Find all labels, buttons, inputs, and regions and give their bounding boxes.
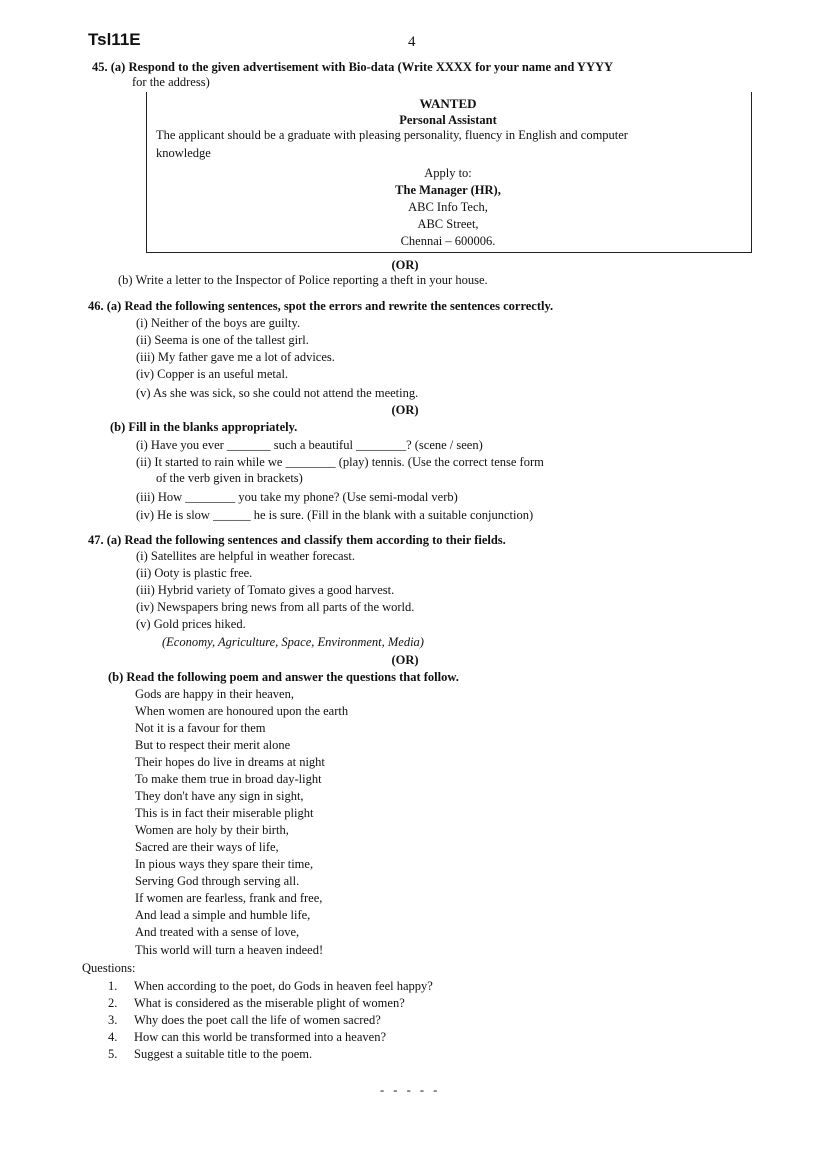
poem-line: This is in fact their miserable plight — [135, 806, 314, 820]
q47-a-item: (iii) Hybrid variety of Tomato gives a good harvest. — [136, 583, 395, 597]
question-text: Why does the poet call the life of women sacred? — [134, 1013, 381, 1027]
question-text: Suggest a suitable title to the poem. — [134, 1047, 313, 1061]
q46-b-item: (ii) It started to rain while we ________ (play) tennis. (Use the correct tense form — [136, 455, 544, 469]
q46-a-item: (iii) My father gave me a lot of advices. — [136, 350, 335, 364]
q47-a-item: (iv) Newspapers bring news from all parts of the world. — [136, 600, 415, 614]
poem-line: They don't have any sign in sight, — [135, 789, 304, 803]
question-text: What is considered as the miserable plight of women? — [134, 996, 405, 1010]
ad-title: WANTED — [419, 96, 477, 111]
page-number: 4 — [408, 34, 416, 50]
end-of-page-mark: - - - - - — [380, 1083, 441, 1097]
poem-line: Not it is a favour for them — [135, 721, 266, 735]
q47-a-item: (ii) Ooty is plastic free. — [136, 566, 253, 580]
q47-a-item: (v) Gold prices hiked. — [136, 617, 246, 631]
q47-b-heading: (b) Read the following poem and answer the questions that follow. — [108, 670, 459, 684]
poem-line: Serving God through serving all. — [135, 874, 300, 888]
q46-b-item: (iii) How ________ you take my phone? (Use semi-modal verb) — [136, 490, 458, 504]
poem-line: Women are holy by their birth, — [135, 823, 289, 837]
poem-line: To make them true in broad day-light — [135, 772, 322, 786]
question-text: When according to the poet, do Gods in heaven feel happy? — [134, 979, 433, 993]
q47-a-heading: 47. (a) Read the following sentences and classify them according to their fields. — [88, 533, 506, 547]
poem-line: But to respect their merit alone — [135, 738, 291, 752]
poem-line: This world will turn a heaven indeed! — [135, 943, 324, 957]
questions-label: Questions: — [82, 961, 136, 975]
q46-a-item: (v) As she was sick, so she could not attend the meeting. — [136, 386, 419, 400]
q45-or: (OR) — [391, 258, 419, 272]
q46-a-item: (iv) Copper is an useful metal. — [136, 367, 289, 381]
q46-b-heading: (b) Fill in the blanks appropriately. — [110, 420, 298, 434]
question-number: 5. — [108, 1047, 118, 1061]
ad-description-line2: knowledge — [156, 146, 211, 160]
q45-a-instruction-line1: 45. (a) Respond to the given advertisement with Bio-data (Write XXXX for your name and YYYY — [92, 60, 614, 74]
q45-b: (b) Write a letter to the Inspector of Police reporting a theft in your house. — [118, 273, 488, 287]
paper-code: Tsl11E — [88, 30, 141, 49]
q45-a-instruction-line2: for the address) — [132, 75, 210, 89]
q46-b-item-continuation: of the verb given in brackets) — [156, 471, 303, 485]
q46-or: (OR) — [391, 403, 419, 417]
poem-line: In pious ways they spare their time, — [135, 857, 314, 871]
ad-address-line3: ABC Street, — [417, 217, 479, 231]
ad-address-line2: ABC Info Tech, — [408, 200, 488, 214]
ad-description-line1: The applicant should be a graduate with pleasing personality, fluency in English and computer — [156, 128, 628, 142]
q46-b-item: (iv) He is slow ______ he is sure. (Fill in the blank with a suitable conjunction) — [136, 508, 534, 522]
poem-line: And lead a simple and humble life, — [135, 908, 311, 922]
ad-apply-to: Apply to: — [424, 166, 472, 180]
ad-address-line1: The Manager (HR), — [395, 183, 501, 197]
ad-address-line4: Chennai – 600006. — [400, 234, 496, 248]
question-number: 4. — [108, 1030, 118, 1044]
question-number: 2. — [108, 996, 118, 1010]
poem-line: When women are honoured upon the earth — [135, 704, 349, 718]
poem-line: If women are fearless, frank and free, — [135, 891, 323, 905]
q47-or: (OR) — [391, 653, 419, 667]
q46-b-item: (i) Have you ever _______ such a beautiful ________? (scene / seen) — [136, 438, 483, 452]
poem-line: Their hopes do live in dreams at night — [135, 755, 325, 769]
ad-position: Personal Assistant — [399, 113, 497, 127]
q47-a-item: (i) Satellites are helpful in weather forecast. — [136, 549, 356, 563]
q46-a-heading: 46. (a) Read the following sentences, spot the errors and rewrite the sentences correctly. — [88, 299, 554, 313]
q47-fields-list: (Economy, Agriculture, Space, Environment, Media) — [162, 635, 424, 649]
poem-line: And treated with a sense of love, — [135, 925, 300, 939]
q46-a-item: (i) Neither of the boys are guilty. — [136, 316, 301, 330]
question-number: 3. — [108, 1013, 118, 1027]
q46-a-item: (ii) Seema is one of the tallest girl. — [136, 333, 309, 347]
question-number: 1. — [108, 979, 118, 993]
question-text: How can this world be transformed into a heaven? — [134, 1030, 387, 1044]
poem-line: Sacred are their ways of life, — [135, 840, 279, 854]
poem-line: Gods are happy in their heaven, — [135, 687, 294, 701]
